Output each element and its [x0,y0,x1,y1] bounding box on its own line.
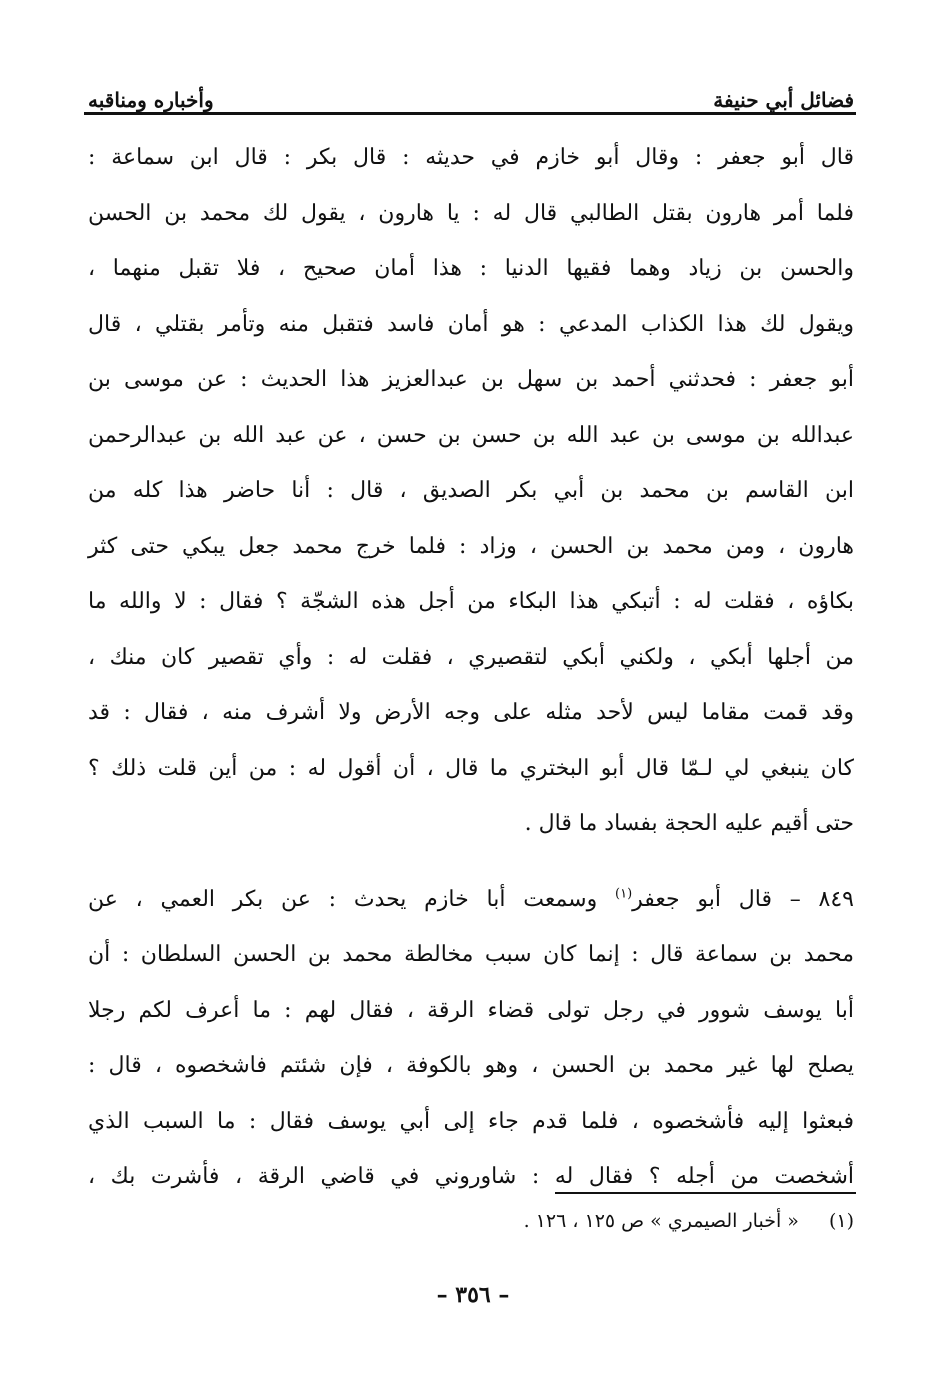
footnote-text: « أخبار الصيمري » ص ١٢٥ ، ١٢٦ . [523,1210,799,1232]
text-line: هارون ، ومن محمد بن الحسن ، وزاد : فلما خرج محمد جعل يبكي حتى كثر [88,533,854,559]
header-rule [84,112,856,115]
text-line: فبعثوا إليه فأشخصوه ، فلما قدم جاء إلى أبي يوسف فقال : ما السبب الذي [88,1108,854,1134]
text-line: محمد بن سماعة قال : إنما كان سبب مخالطة محمد بن الحسن السلطان : أن [88,942,854,967]
text-line: أبو جعفر : فحدثني أحمد بن سهل بن عبدالعزيز هذا الحديث : عن موسى بن [88,367,854,392]
text-line: قال أبو جعفر : وقال أبو خازم في حديثه : قال بكر : قال ابن سماعة : [88,145,854,170]
body-text [88,130,854,1205]
footnote [88,1210,854,1232]
text-line-with-footnote-ref [88,872,854,928]
footnote-rule [555,1192,856,1194]
running-header [88,72,854,112]
footnote-reference[interactable]: (١) [615,886,633,902]
paragraph-1 [88,130,854,852]
text-segment: ٨٤٩ – قال أبو جعفر [632,886,854,912]
text-line: فلما أمر هارون بقتل الطالبي قال له : يا هارون ، يقول لك محمد بن الحسن [88,200,854,226]
text-line: وقد قمت مقاما ليس لأحد مثله على وجه الأرض ولا أشرف منه ، فقال : قد [88,700,854,725]
text-line: ابن القاسم بن محمد بن أبي بكر الصديق ، قال : أنا حاضر هذا كله من [88,478,854,503]
text-line: والحسن بن زياد وهما فقيها الدنيا : هذا أمان صحيح ، فلا تقبل منهما ، [88,256,854,281]
paragraph-2 [88,872,854,1205]
footnote-number: (١) [828,1210,854,1232]
text-line: بكاؤه ، فقلت له : أتبكي هذا البكاء من أجل هذه الشجّة ؟ فقال : لا والله ما [88,589,854,614]
book-title: فضائل أبي حنيفة [713,88,854,112]
text-line: حتى أقيم عليه الحجة بفساد ما قال . [524,811,854,836]
text-line: من أجلها أبكي ، ولكني أبكي لتقصيري ، فقلت له : وأي تقصير كان منك ، [88,644,854,670]
text-line: ويقول لك هذا الكذاب المدعي : هو أمان فاسد فتقبل منه وتأمر بقتلي ، قال [88,311,854,337]
page-number: – ٣٥٦ – [436,1282,510,1308]
text-line: أشخصت من أجله ؟ فقال له : شاوروني في قاضي الرقة ، فأشرت بك ، [88,1164,854,1189]
text-line: عبدالله بن موسى بن عبد الله بن حسن بن حسن ، عن عبد الله بن عبدالرحمن [88,422,854,448]
text-segment: وسمعت أبا خازم يحدث : عن بكر العمي ، عن [88,886,615,912]
text-line: كان ينبغي لي لـمّا قال أبو البختري ما قال ، أن أقول له : من أين قلت ذلك ؟ [88,755,854,781]
section-title: وأخباره ومناقبه [88,88,214,112]
text-line: يصلح لها غير محمد بن الحسن ، وهو بالكوفة ، فإن شئتم فاشخصوه ، قال : [88,1053,854,1078]
text-line: أبا يوسف شوور في رجل تولى قضاء الرقة ، فقال لهم : ما أعرف لكم رجلا [88,997,854,1023]
